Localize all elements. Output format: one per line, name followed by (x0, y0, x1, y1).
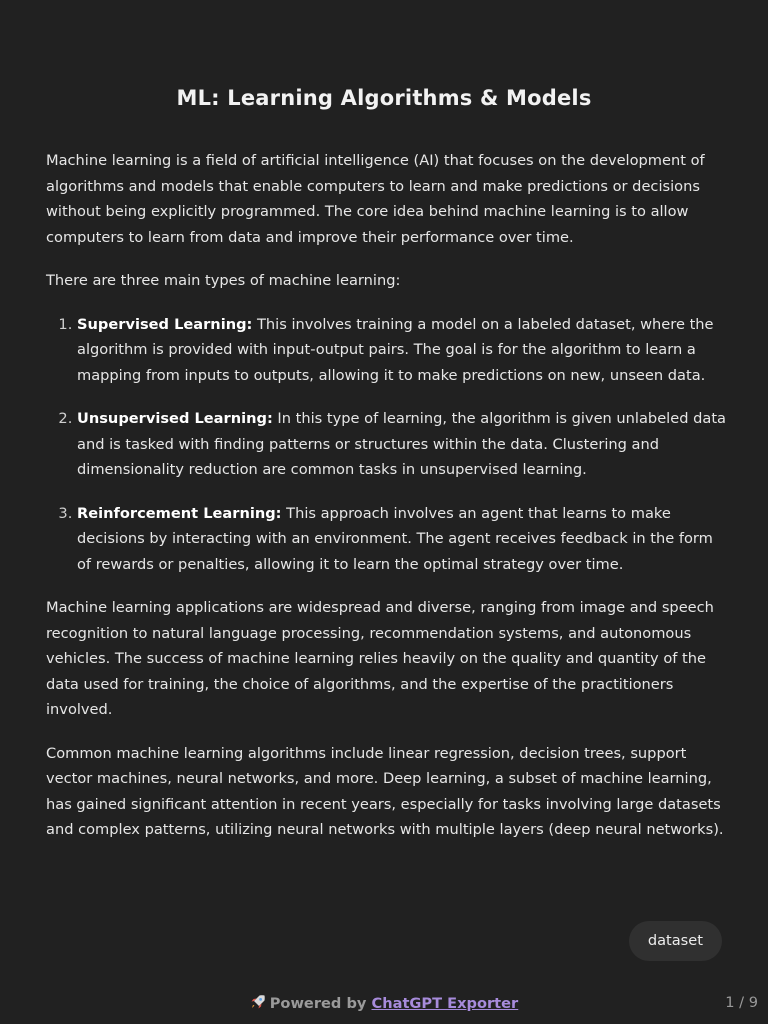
ml-types-list (46, 312, 728, 578)
page-title: ML: Learning Algorithms & Models (176, 86, 592, 110)
footer (0, 994, 768, 1012)
list-item (77, 312, 728, 389)
types-lead-paragraph: There are three main types of machine learning: (46, 272, 401, 289)
rocket-icon (250, 994, 266, 1010)
list-item-desc: This involves training a model on a labeled dataset, where the algorithm is provided with input-output pairs. The goal is for the algorithm to learn a mapping from inputs to outputs, allowing it to make predictions on new, unseen data. (77, 315, 714, 384)
page-indicator: 1 / 9 (725, 994, 758, 1011)
list-item (77, 406, 728, 483)
algorithms-paragraph: Common machine learning algorithms include linear regression, decision trees, support vector machines, neural networks, and more. Deep learning, a subset of machine learning, has gained significant attention in recent years, especially for tasks involving large datasets and complex patterns, utilizing neural networks with multiple layers (deep neural networks). (46, 744, 724, 838)
chatgpt-exporter-link[interactable]: ChatGPT Exporter (371, 995, 519, 1012)
applications-paragraph: Machine learning applications are widespread and diverse, ranging from image and speech recognition to natural language processing, recommendation systems, and autonomous vehicles. The success of machine learning relies heavily on the quality and quantity of the data used for training, the choice of algorithms, and the expertise of the practitioners involved. (46, 599, 714, 718)
list-item-term: Unsupervised Learning: (77, 410, 273, 427)
list-item-desc: This approach involves an agent that learns to make decisions by interacting with an environment. The agent receives feedback in the form of rewards or penalties, allowing it to learn the optimal strategy over time. (77, 504, 713, 573)
assistant-message (46, 148, 728, 861)
list-item-desc: In this type of learning, the algorithm is given unlabeled data and is tasked with finding patterns or structures within the data. Clustering and dimensionality reduction are common tasks in unsupervised learning. (77, 410, 726, 478)
user-message-bubble: dataset (629, 921, 722, 961)
list-item-term: Supervised Learning: (77, 315, 253, 333)
powered-by-label: Powered by (269, 995, 367, 1012)
intro-paragraph: Machine learning is a field of artificial intelligence (AI) that focuses on the development of algorithms and models that enable computers to learn and make predictions or decisions without being explicitly programmed. The core idea behind machine learning is to allow computers to learn from data and improve their performance over time. (46, 152, 705, 246)
list-item-term: Reinforcement Learning: (77, 504, 282, 522)
list-item (77, 501, 728, 578)
